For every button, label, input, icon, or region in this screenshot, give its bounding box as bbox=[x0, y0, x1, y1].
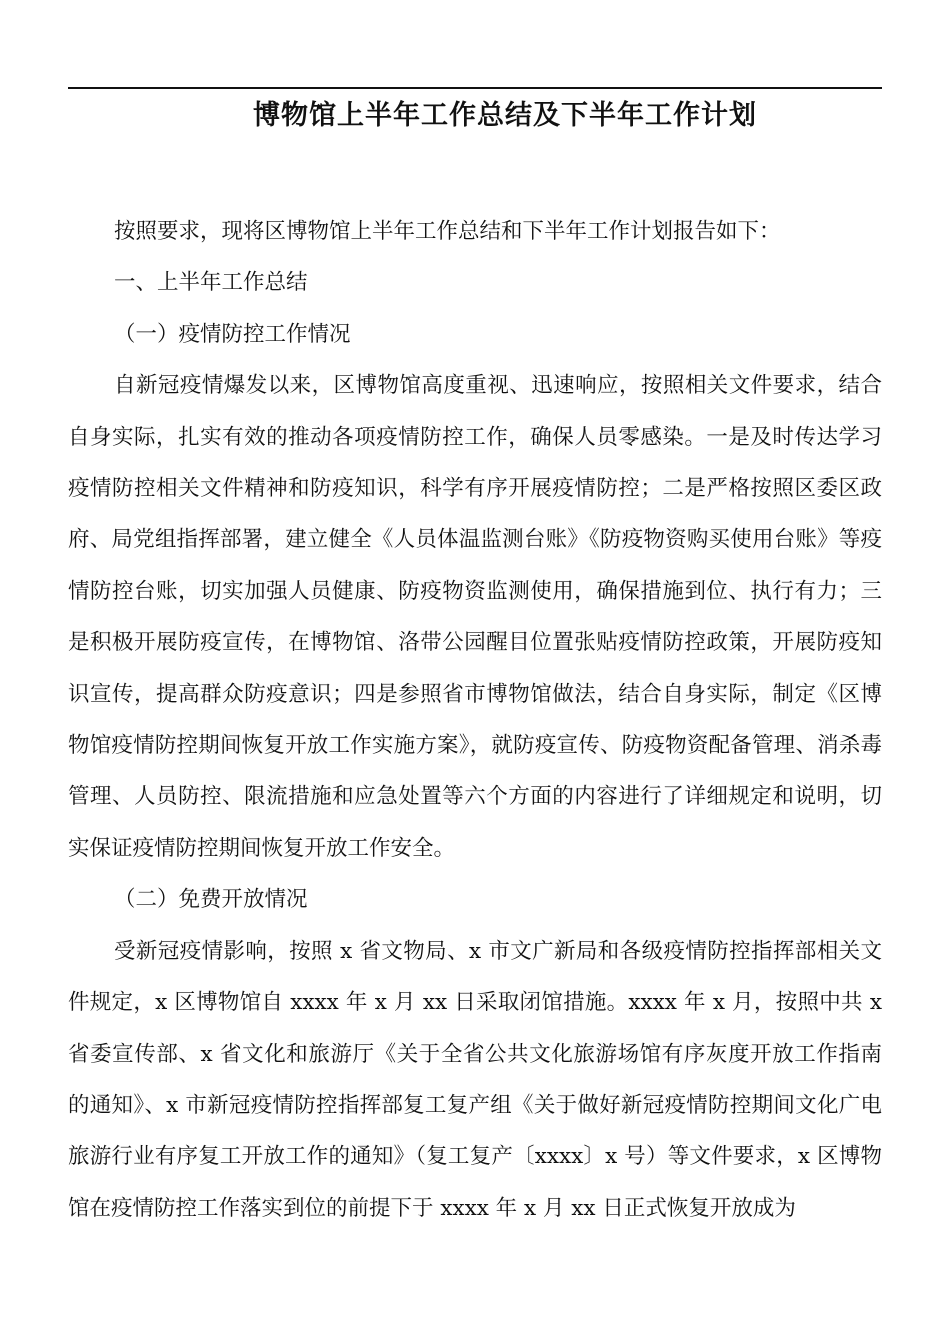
subsection-heading: （二）免费开放情况 bbox=[114, 887, 308, 913]
header-rule bbox=[68, 87, 882, 89]
body-paragraph: 自新冠疫情爆发以来，区博物馆高度重视、迅速响应，按照相关文件要求，结合自身实际，扎实有效的推动各项疫情防控工作，确保人员零感染。一是及时传达学习疫情防控相关文件精神和防疫知识，科学有序开展疫情防控；二是严格按照区委区政府、局党组指挥部署，建立健全《人员体温监测台账》《防疫物资购买使用台账》等疫情防控台账，切实加强人员健康、防疫物资监测使用，确保措施到位、执行有力；三是积极开展防疫宣传，在博物馆、洛带公园醒目位置张贴疫情防控政策，开展防疫知识宣传，提高群众防疫意识；四是参照省市博物馆做法，结合自身实际，制定《区博物馆疫情防控期间恢复开放工作实施方案》，就防疫宣传、防疫物资配备管理、消杀毒管理、人员防控、限流措施和应急处置等六个方面的内容进行了详细规定和说明，切实保证疫情防控期间恢复开放工作安全。 bbox=[68, 373, 882, 861]
document-title: 博物馆上半年工作总结及下半年工作计划 bbox=[253, 100, 757, 131]
section-heading: 一、上半年工作总结 bbox=[114, 270, 308, 296]
body-paragraph: 受新冠疫情影响，按照 x 省文物局、x 市文广新局和各级疫情防控指挥部相关文件规定，x 区博物馆自 xxxx 年 x 月 xx 日采取闭馆措施。xxxx 年 x 月，按照中共 x 省委宣传部、x 省文化和旅游厅《关于全省公共文化旅游场馆有序灰度开放工作指南的通知》、x 市新冠疫情防控指挥部复工复产组《关于做好新冠疫情防控期间文化广电旅游行业有序复工开放工作的通知》（复工复产〔xxxx〕x 号）等文件要求，x 区博物馆在疫情防控工作落实到位的前提下于 xxxx 年 x 月 xx 日正式恢复开放成为 bbox=[68, 938, 882, 1221]
intro-paragraph: 按照要求，现将区博物馆上半年工作总结和下半年工作计划报告如下： bbox=[114, 219, 781, 244]
subsection-heading: （一）疫情防控工作情况 bbox=[114, 321, 351, 347]
document-body bbox=[68, 206, 882, 1234]
